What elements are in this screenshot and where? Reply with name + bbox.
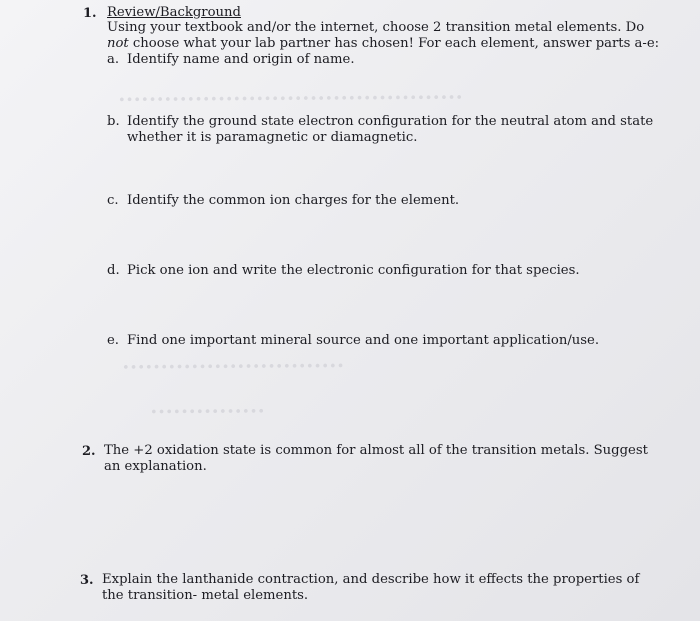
part-b-line-2: whether it is paramagnetic or diamagnetic. xyxy=(127,130,418,145)
part-d xyxy=(107,263,580,279)
intro-line-2-rest: choose what your lab partner has chosen! For each element, answer parts a-e: xyxy=(128,36,660,51)
part-e xyxy=(107,333,599,349)
bleed-through-ghost: ••••••••••••••••••••••••••••• xyxy=(121,359,345,376)
part-letter: d. xyxy=(107,263,120,278)
question-3-line-2: the transition- metal elements. xyxy=(102,588,309,603)
question-1-heading: Review/Background xyxy=(107,5,241,20)
bleed-through-ghost: ••••••••••••••• xyxy=(149,404,266,421)
bleed-through-ghost: ••••••••••••••••••••••••••••••••••••••••••••• xyxy=(117,90,464,109)
part-letter: a. xyxy=(107,52,120,67)
intro-italic-not: not xyxy=(107,36,129,51)
question-2-line-1: The +2 oxidation state is common for almost all of the transition metals. Suggest xyxy=(104,443,648,458)
question-3-number: 3. xyxy=(80,573,94,588)
part-text: Find one important mineral source and one important application/use. xyxy=(127,333,600,348)
part-letter: e. xyxy=(107,333,119,348)
part-b xyxy=(107,114,653,130)
part-letter: c. xyxy=(107,193,119,208)
part-text: Identify the common ion charges for the element. xyxy=(127,193,460,208)
question-2-number: 2. xyxy=(82,444,96,459)
question-1-intro-line-2 xyxy=(107,36,659,52)
question-3-line-1: Explain the lanthanide contraction, and describe how it effects the properties of xyxy=(102,572,640,587)
question-1-number: 1. xyxy=(83,6,97,21)
question-1-intro-line-1: Using your textbook and/or the internet, choose 2 transition metal elements. Do xyxy=(107,20,645,35)
part-a xyxy=(107,52,355,68)
part-c xyxy=(107,193,459,209)
part-letter: b. xyxy=(107,114,120,129)
part-text: Pick one ion and write the electronic configuration for that species. xyxy=(127,263,580,278)
question-2-line-2: an explanation. xyxy=(104,459,207,474)
part-text: Identify name and origin of name. xyxy=(127,52,355,67)
part-text: Identify the ground state electron configuration for the neutral atom and state xyxy=(127,114,654,129)
